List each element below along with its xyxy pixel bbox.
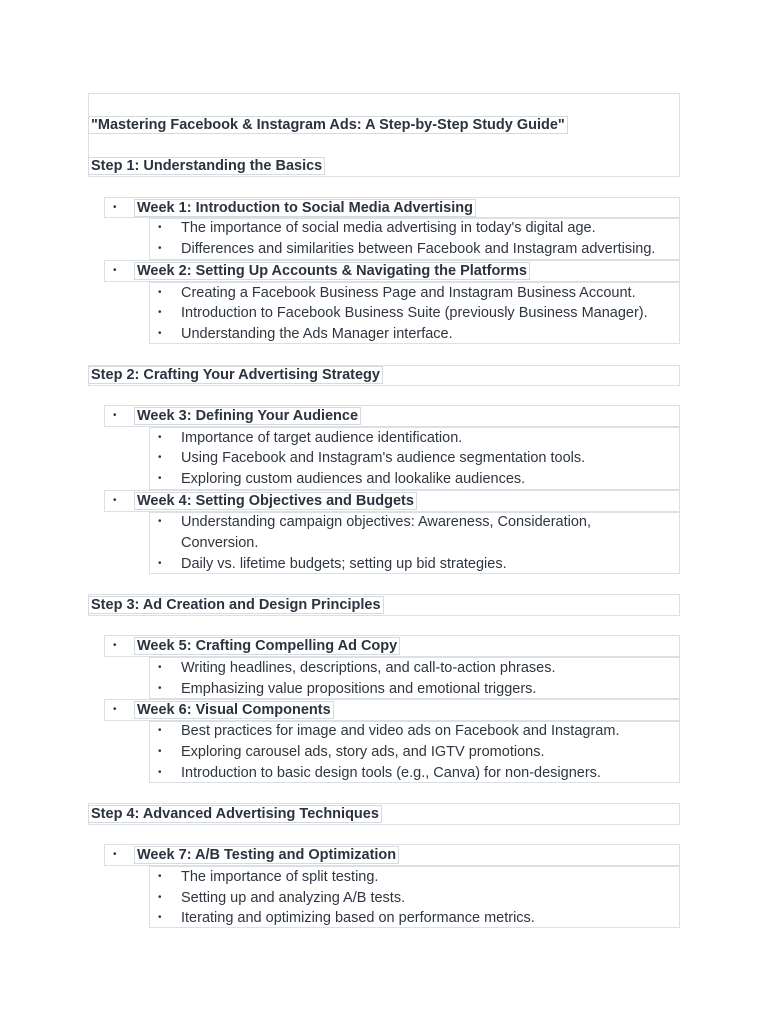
bullet-icon: • — [113, 410, 117, 421]
bullet-icon: • — [113, 202, 117, 213]
week-4-label: Week 4: Setting Objectives and Budgets — [136, 491, 417, 511]
bullet-icon: • — [158, 287, 162, 298]
list-item: Exploring custom audiences and lookalike audiences. — [181, 471, 526, 487]
list-item: Exploring carousel ads, story ads, and IGTV promotions. — [181, 744, 545, 760]
list-item: Emphasizing value propositions and emotional triggers. — [181, 681, 537, 697]
week-5-label: Week 5: Crafting Compelling Ad Copy — [136, 636, 400, 656]
list-item: Understanding the Ads Manager interface. — [181, 326, 453, 342]
list-item: The importance of social media advertising in today's digital age. — [181, 220, 596, 236]
bullet-icon: • — [158, 243, 162, 254]
list-item: Differences and similarities between Facebook and Instagram advertising. — [181, 241, 656, 257]
list-item: Writing headlines, descriptions, and call-to-action phrases. — [181, 660, 556, 676]
bullet-icon: • — [158, 912, 162, 923]
list-item: Iterating and optimizing based on performance metrics. — [181, 910, 535, 926]
week-6-label: Week 6: Visual Components — [136, 700, 334, 720]
bullet-icon: • — [158, 516, 162, 527]
bullet-icon: • — [113, 849, 117, 860]
bullet-icon: • — [113, 704, 117, 715]
bullet-icon: • — [158, 683, 162, 694]
bullet-icon: • — [158, 558, 162, 569]
bullet-icon: • — [158, 746, 162, 757]
week-1-label: Week 1: Introduction to Social Media Advertising — [136, 198, 476, 218]
list-item: Setting up and analyzing A/B tests. — [181, 890, 406, 906]
bullet-icon: • — [158, 892, 162, 903]
list-item: Daily vs. lifetime budgets; setting up bid strategies. — [181, 556, 507, 572]
bullet-icon: • — [158, 432, 162, 443]
bullet-icon: • — [158, 725, 162, 736]
week-3-label: Week 3: Defining Your Audience — [136, 406, 361, 426]
step-2-heading: Step 2: Crafting Your Advertising Strategy — [90, 365, 383, 385]
list-item: Best practices for image and video ads on Facebook and Instagram. — [181, 723, 620, 739]
bullet-icon: • — [158, 473, 162, 484]
bullet-icon: • — [158, 871, 162, 882]
bullet-icon: • — [158, 767, 162, 778]
bullet-icon: • — [158, 307, 162, 318]
step-3-heading: Step 3: Ad Creation and Design Principles — [90, 595, 384, 615]
list-item: Introduction to Facebook Business Suite (previously Business Manager). — [181, 305, 648, 321]
list-item-continuation: Conversion. — [181, 535, 259, 551]
bullet-icon: • — [158, 222, 162, 233]
list-item: The importance of split testing. — [181, 869, 379, 885]
bullet-icon: • — [158, 452, 162, 463]
bullet-icon: • — [113, 265, 117, 276]
list-item: Importance of target audience identification. — [181, 430, 463, 446]
step-1-heading: Step 1: Understanding the Basics — [90, 156, 325, 176]
week-2-label: Week 2: Setting Up Accounts & Navigating the Platforms — [136, 261, 530, 281]
list-item: Introduction to basic design tools (e.g., Canva) for non-designers. — [181, 765, 601, 781]
list-item: Understanding campaign objectives: Awareness, Consideration, — [181, 514, 592, 530]
week-7-label: Week 7: A/B Testing and Optimization — [136, 845, 399, 865]
bullet-icon: • — [158, 662, 162, 673]
bullet-icon: • — [158, 328, 162, 339]
bullet-icon: • — [113, 495, 117, 506]
document-title: "Mastering Facebook & Instagram Ads: A Step-by-Step Study Guide" — [90, 115, 568, 135]
list-item: Creating a Facebook Business Page and Instagram Business Account. — [181, 285, 636, 301]
step-4-heading: Step 4: Advanced Advertising Techniques — [90, 804, 382, 824]
bullet-icon: • — [113, 640, 117, 651]
list-item: Using Facebook and Instagram's audience segmentation tools. — [181, 450, 586, 466]
